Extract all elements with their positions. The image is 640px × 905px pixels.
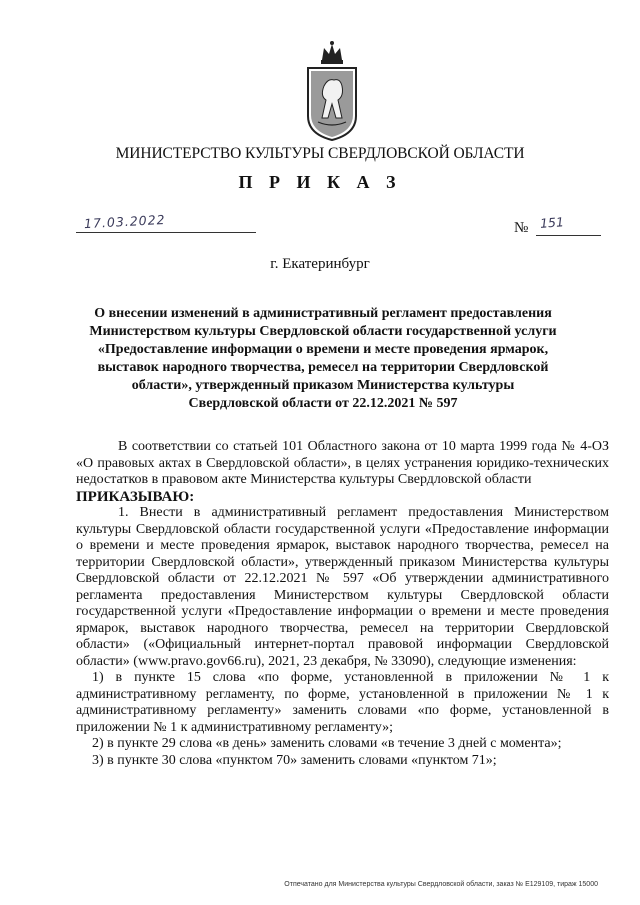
order-number: 151 xyxy=(539,214,565,231)
order-title: О внесении изменений в административный регламент предоставления Министерством культуры Свердловской области государственной услуги «Предоставление информации о времени и месте проведения ярмарок, выставок народного творчества, ремесел на территории Свердловской области», утвержденный приказом Министерства культуры Свердловской области от 22.12.2021 № 597 xyxy=(89,306,557,411)
order-date: 17.03.2022 xyxy=(83,211,166,232)
print-footer: Отпечатано для Министерства культуры Свердловской области, заказ № Е129109, тираж 15000 xyxy=(284,881,598,888)
point-1: 1. Внести в административный регламент предоставления Министерством культуры Свердловской области государственной услуги «Предоставление информации о времени и месте проведения ярмарок, выставок народного творчества, ремесел на территории Свердловской области», утвержденный приказом Министерства культуры Свердловской области от 22.12.2021 № 597 «Об утверждении административного регламента предоставления Министерством культуры Свердловской области государственной услуги «Предоставление информации о времени и месте проведения ярмарок, выставок народного творчества, ремесел на территории Свердловской области» («Официальный интернет-портал правовой информации Свердловской области» (www.pravo.gov66.ru), 2021, 23 декабря, № 33090), следующие изменения: xyxy=(76,505,609,669)
date-underline xyxy=(76,231,256,233)
number-label: № xyxy=(514,220,529,236)
subpoint-2: 2) в пункте 29 слова «в день» заменить словами «в течение 3 дней с момента»; xyxy=(92,736,562,751)
coat-of-arms-emblem xyxy=(302,38,362,142)
subpoint-3: 3) в пункте 30 слова «пунктом 70» заменить словами «пунктом 71»; xyxy=(92,752,497,768)
document-body xyxy=(76,439,609,769)
number-underline xyxy=(536,235,601,236)
city: г. Екатеринбург xyxy=(270,256,370,272)
ministry-name: МИНИСТЕРСТВО КУЛЬТУРЫ СВЕРДЛОВСКОЙ ОБЛАСТИ xyxy=(115,145,525,162)
intro-paragraph: В соответствии со статьей 101 Областного закона от 10 марта 1999 года № 4-ОЗ «О правовых актах в Свердловской области», в целях устранения юридико-технических недостатков в правовом акте Министерства культуры Свердловской области xyxy=(76,439,609,487)
subpoint-1: 1) в пункте 15 слова «по форме, установленной в приложении № 1 к административному регламенту, по форме, установленной в приложении № 1 к административному регламенту» заменить словами «по форме, установленной в приложении № 1 к административному регламенту»; xyxy=(76,670,609,735)
document-type-title: П Р И К А З xyxy=(238,172,402,192)
order-word: ПРИКАЗЫВАЮ: xyxy=(76,488,195,505)
